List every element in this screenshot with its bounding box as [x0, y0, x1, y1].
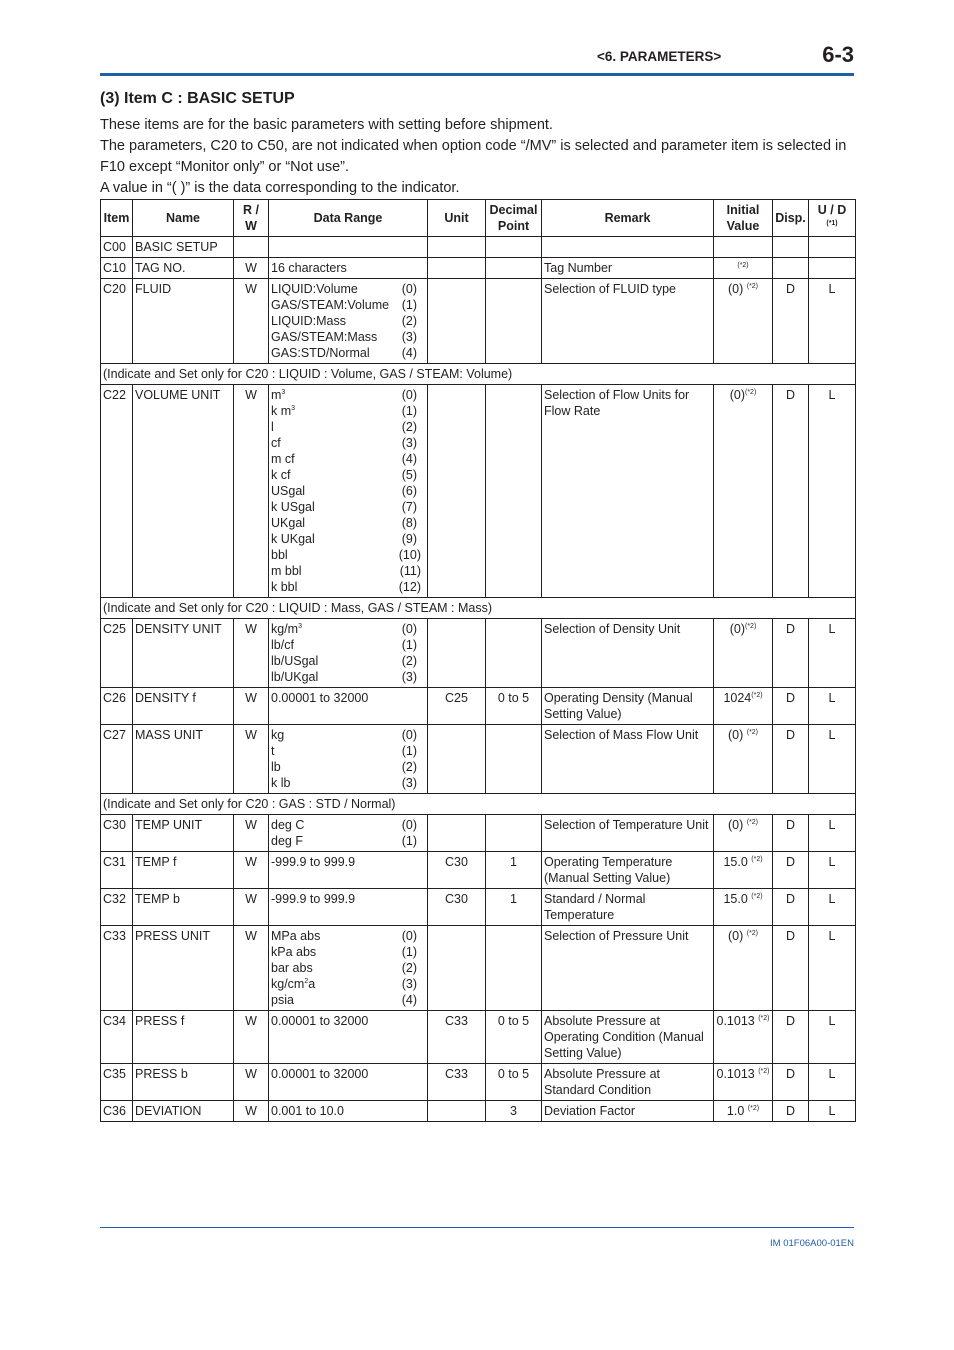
cell-rw: W — [234, 815, 269, 852]
cell-disp: D — [773, 725, 809, 794]
cell-item: C34 — [101, 1011, 133, 1064]
cell-ud: L — [809, 279, 856, 364]
col-header-disp: Disp. — [773, 200, 809, 237]
cell-name: DENSITY f — [133, 688, 234, 725]
table-row — [101, 237, 856, 258]
cell-remark: Deviation Factor — [542, 1101, 714, 1122]
cell-remark: Operating Temperature (Manual Setting Value) — [542, 852, 714, 889]
cell-remark: Selection of Flow Units for Flow Rate — [542, 385, 714, 598]
cell-item: C27 — [101, 725, 133, 794]
cell-item: C10 — [101, 258, 133, 279]
cell-name: BASIC SETUP — [133, 237, 234, 258]
cell-name: DENSITY UNIT — [133, 619, 234, 688]
cell-name: FLUID — [133, 279, 234, 364]
cell-decimal: 1 — [486, 889, 542, 926]
cell-rw: W — [234, 1064, 269, 1101]
cell-range: 0.00001 to 32000 — [269, 688, 428, 725]
cell-rw: W — [234, 852, 269, 889]
col-header-rw: R / W — [234, 200, 269, 237]
cell-rw: W — [234, 619, 269, 688]
section-title: (3) Item C : BASIC SETUP — [100, 90, 295, 107]
cell-ud: L — [809, 1064, 856, 1101]
cell-remark: Standard / Normal Temperature — [542, 889, 714, 926]
cell-item: C00 — [101, 237, 133, 258]
cell-rw: W — [234, 926, 269, 1011]
header-section-title: <6. PARAMETERS> — [597, 49, 722, 64]
cell-name: PRESS UNIT — [133, 926, 234, 1011]
cell-range: LIQUID:Volume (0) GAS/STEAM:Volume (1) LIQUID:Mass (2) GAS/STEAM:Mass (3) GAS:STD/Normal (4) — [269, 279, 428, 364]
table-row — [101, 258, 856, 279]
cell-disp: D — [773, 1101, 809, 1122]
cell-disp: D — [773, 926, 809, 1011]
cell-unit: C30 — [428, 852, 486, 889]
cell-decimal: 0 to 5 — [486, 1011, 542, 1064]
col-header-range: Data Range — [269, 200, 428, 237]
intro-line: The parameters, C20 to C50, are not indicated when option code “/MV” is selected and parameter item is selected in F10 except “Monitor only” or “Not use”. — [100, 138, 847, 175]
col-header-unit: Unit — [428, 200, 486, 237]
col-header-name: Name — [133, 200, 234, 237]
cell-rw: W — [234, 258, 269, 279]
cell-item: C20 — [101, 279, 133, 364]
cell-item: C22 — [101, 385, 133, 598]
cell-disp: D — [773, 852, 809, 889]
table-row — [101, 725, 856, 794]
cell-item: C35 — [101, 1064, 133, 1101]
cell-range: 0.00001 to 32000 — [269, 1064, 428, 1101]
cell-remark: Selection of Temperature Unit — [542, 815, 714, 852]
cell-disp: D — [773, 619, 809, 688]
cell-decimal: 0 to 5 — [486, 1064, 542, 1101]
footer-divider — [100, 1227, 854, 1228]
cell-remark: Selection of FLUID type — [542, 279, 714, 364]
condition-note: (Indicate and Set only for C20 : LIQUID : Volume, GAS / STEAM: Volume) — [101, 364, 856, 385]
cell-rw: W — [234, 1101, 269, 1122]
intro-line: A value in “( )” is the data corresponding to the indicator. — [100, 180, 460, 196]
cell-initial: (0) $^{(*2)}$ — [714, 815, 773, 852]
cell-ud: L — [809, 889, 856, 926]
intro-text — [100, 115, 854, 199]
cell-item: C31 — [101, 852, 133, 889]
cell-range: -999.9 to 999.9 — [269, 852, 428, 889]
cell-rw: W — [234, 279, 269, 364]
cell-range: -999.9 to 999.9 — [269, 889, 428, 926]
col-header-item: Item — [101, 200, 133, 237]
table-note-row — [101, 364, 856, 385]
cell-rw: W — [234, 385, 269, 598]
cell-range: $m^3$ (0) k $m^3$ (1) l (2) cf (3) m cf (4) k cf (5) USgal (6) k USgal (7) UKgal (8) k UKgal (9) bbl (10) m bbl (11) k bbl (12) — [269, 385, 428, 598]
cell-ud: L — [809, 852, 856, 889]
table-row — [101, 619, 856, 688]
cell-initial: $1024^{(*2)}$ — [714, 688, 773, 725]
condition-note: (Indicate and Set only for C20 : LIQUID : Mass, GAS / STEAM : Mass) — [101, 598, 856, 619]
cell-name: VOLUME UNIT — [133, 385, 234, 598]
cell-rw: W — [234, 688, 269, 725]
cell-rw: W — [234, 889, 269, 926]
table-row — [101, 926, 856, 1011]
cell-item: C33 — [101, 926, 133, 1011]
cell-disp: D — [773, 1064, 809, 1101]
cell-item: C26 — [101, 688, 133, 725]
cell-initial: 1.0 $^{(*2)}$ — [714, 1101, 773, 1122]
cell-remark: Tag Number — [542, 258, 714, 279]
cell-initial: $(0)^{(*2)}$ — [714, 619, 773, 688]
table-row — [101, 279, 856, 364]
document-id: IM 01F06A00-01EN — [770, 1238, 854, 1249]
cell-ud: L — [809, 815, 856, 852]
cell-unit: C30 — [428, 889, 486, 926]
cell-range: deg C (0) deg F (1) — [269, 815, 428, 852]
cell-remark: Absolute Pressure at Operating Condition (Manual Setting Value) — [542, 1011, 714, 1064]
cell-name: TEMP b — [133, 889, 234, 926]
cell-initial: $(0)^{(*2)}$ — [714, 385, 773, 598]
cell-name: MASS UNIT — [133, 725, 234, 794]
col-header-remark: Remark — [542, 200, 714, 237]
cell-ud: L — [809, 688, 856, 725]
cell-decimal: 0 to 5 — [486, 688, 542, 725]
cell-initial: (0) $^{(*2)}$ — [714, 279, 773, 364]
cell-initial: (*2) — [714, 258, 773, 279]
intro-line: These items are for the basic parameters with setting before shipment. — [100, 117, 553, 133]
table-note-row — [101, 794, 856, 815]
cell-initial: (0) $^{(*2)}$ — [714, 725, 773, 794]
parameter-table — [100, 199, 856, 1122]
cell-decimal: 1 — [486, 852, 542, 889]
cell-disp: D — [773, 815, 809, 852]
cell-remark: Absolute Pressure at Standard Condition — [542, 1064, 714, 1101]
cell-ud: L — [809, 725, 856, 794]
cell-disp: D — [773, 279, 809, 364]
cell-rw: W — [234, 725, 269, 794]
cell-name: TEMP f — [133, 852, 234, 889]
cell-decimal: 3 — [486, 1101, 542, 1122]
cell-name: PRESS b — [133, 1064, 234, 1101]
table-row — [101, 1101, 856, 1122]
cell-initial: (0) $^{(*2)}$ — [714, 926, 773, 1011]
cell-range: 0.00001 to 32000 — [269, 1011, 428, 1064]
cell-item: C25 — [101, 619, 133, 688]
cell-initial: 15.0 $^{(*2)}$ — [714, 889, 773, 926]
cell-range: 0.001 to 10.0 — [269, 1101, 428, 1122]
cell-remark: Selection of Pressure Unit — [542, 926, 714, 1011]
cell-name: PRESS f — [133, 1011, 234, 1064]
table-row — [101, 1011, 856, 1064]
cell-disp: D — [773, 688, 809, 725]
cell-ud: L — [809, 1011, 856, 1064]
table-header-row — [101, 200, 856, 237]
cell-remark: Selection of Mass Flow Unit — [542, 725, 714, 794]
col-header-ud: U / D $^{(*1)}$ — [809, 200, 856, 237]
cell-remark: Operating Density (Manual Setting Value) — [542, 688, 714, 725]
cell-initial: 0.1013 $^{(*2)}$ — [714, 1064, 773, 1101]
cell-disp: D — [773, 889, 809, 926]
condition-note: (Indicate and Set only for C20 : GAS : STD / Normal) — [101, 794, 856, 815]
cell-initial: 15.0 $^{(*2)}$ — [714, 852, 773, 889]
table-row — [101, 688, 856, 725]
cell-item: C30 — [101, 815, 133, 852]
cell-name: DEVIATION — [133, 1101, 234, 1122]
table-row — [101, 815, 856, 852]
cell-item: C36 — [101, 1101, 133, 1122]
table-row — [101, 852, 856, 889]
table-note-row — [101, 598, 856, 619]
cell-name: TAG NO. — [133, 258, 234, 279]
cell-rw: W — [234, 1011, 269, 1064]
page-number: 6-3 — [822, 42, 854, 67]
cell-ud: L — [809, 385, 856, 598]
footnote-ref: (*1) — [826, 219, 838, 227]
cell-disp: D — [773, 385, 809, 598]
cell-ud: L — [809, 619, 856, 688]
cell-unit: C25 — [428, 688, 486, 725]
cell-item: C32 — [101, 889, 133, 926]
cell-unit: C33 — [428, 1064, 486, 1101]
cell-range: $kg/m^3$ (0) lb/cf (1) lb/USgal (2) lb/UKgal (3) — [269, 619, 428, 688]
cell-range: kg (0) t (1) lb (2) k lb (3) — [269, 725, 428, 794]
cell-range: MPa abs (0) kPa abs (1) bar abs (2) $kg/cm^2a$ (3) psia (4) — [269, 926, 428, 1011]
table-row — [101, 889, 856, 926]
cell-remark: Selection of Density Unit — [542, 619, 714, 688]
table-row — [101, 385, 856, 598]
col-header-decimal: Decimal Point — [486, 200, 542, 237]
cell-ud: L — [809, 926, 856, 1011]
cell-name: TEMP UNIT — [133, 815, 234, 852]
cell-range: 16 characters — [269, 258, 428, 279]
cell-unit: C33 — [428, 1011, 486, 1064]
table-row — [101, 1064, 856, 1101]
col-header-initial: Initial Value — [714, 200, 773, 237]
cell-initial: 0.1013 $^{(*2)}$ — [714, 1011, 773, 1064]
cell-ud: L — [809, 1101, 856, 1122]
cell-disp: D — [773, 1011, 809, 1064]
header-divider — [100, 73, 854, 76]
